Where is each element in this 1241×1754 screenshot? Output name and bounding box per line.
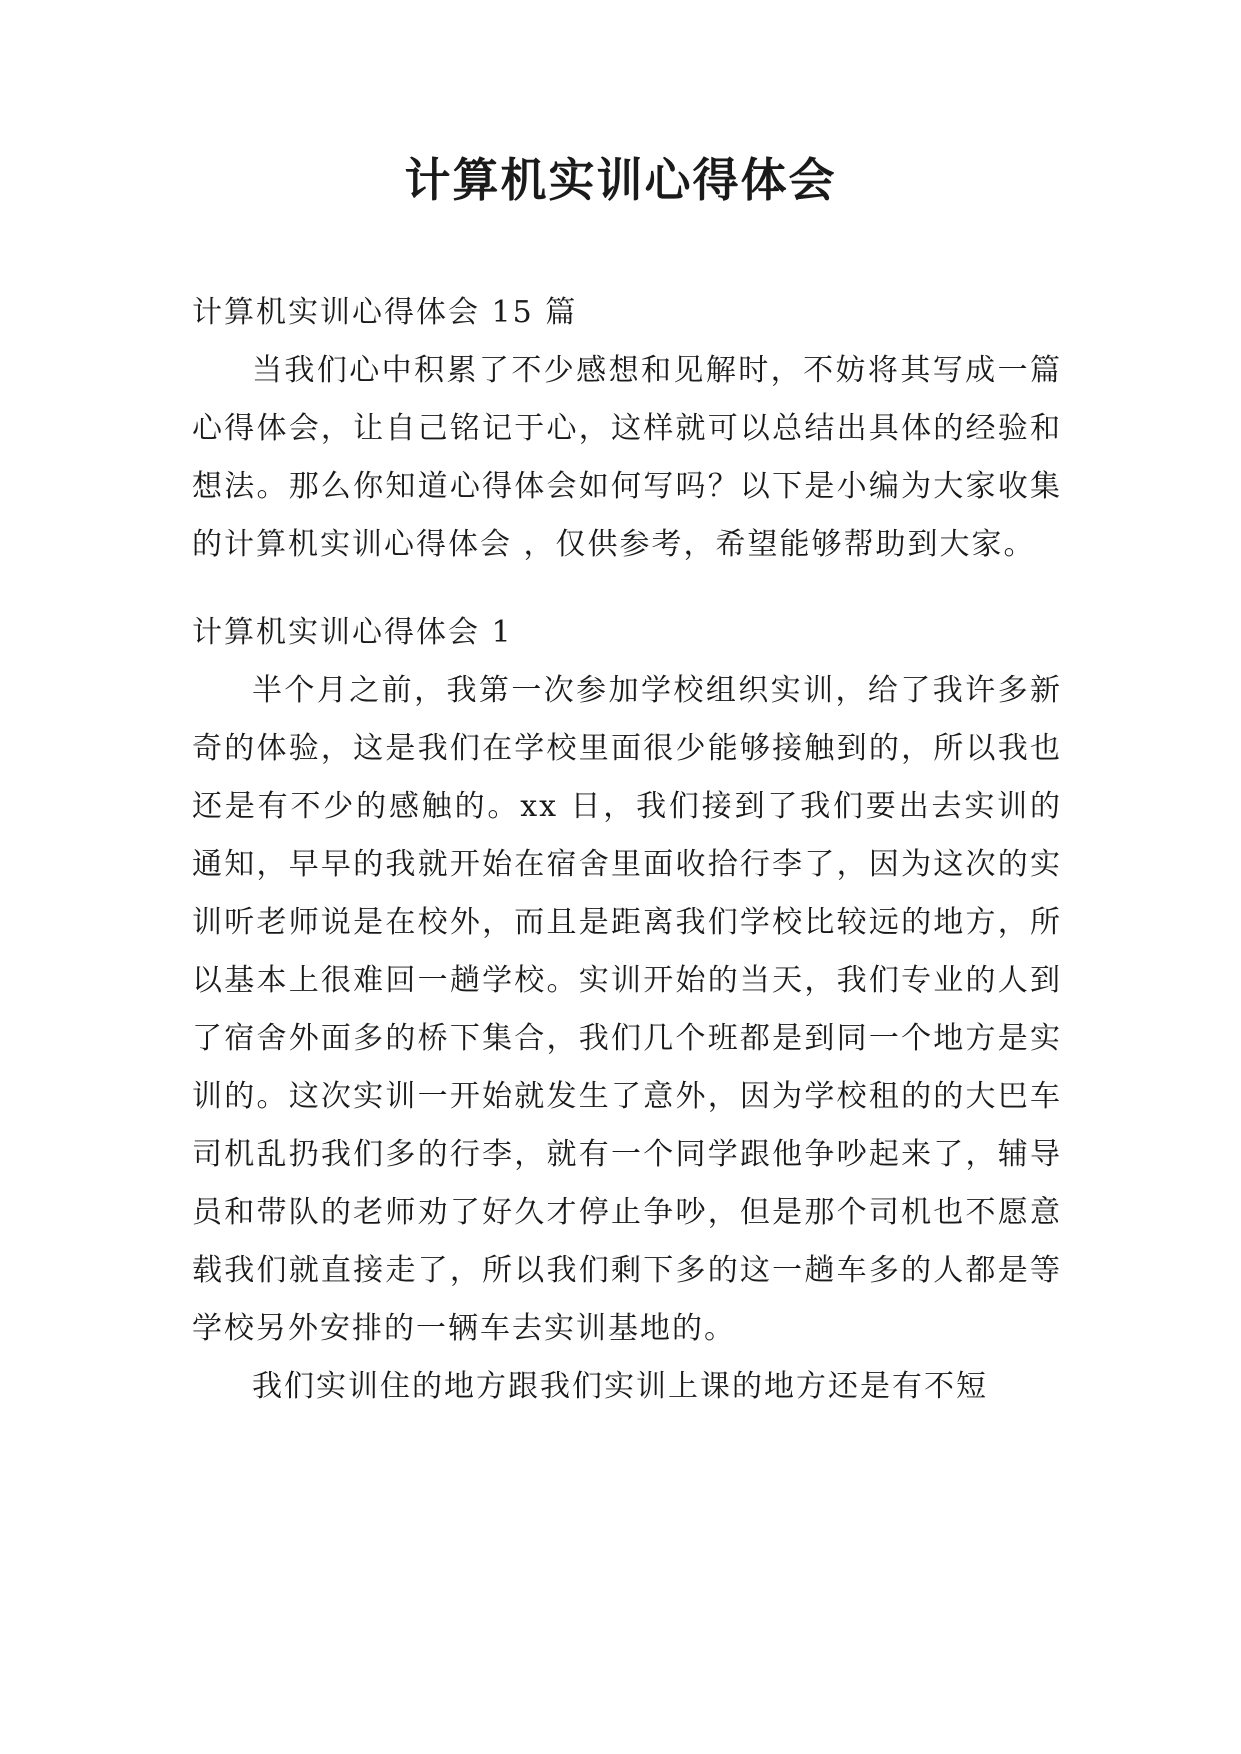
section-paragraph: 我们实训住的地方跟我们实训上课的地方还是有不短 [252,1369,988,1404]
intro-heading: 计算机实训心得体会 15 篇 [192,295,578,330]
section-heading: 计算机实训心得体会 1 [192,615,513,650]
section-paragraph: 半个月之前，我第一次参加学校组织实训，给了我许多新奇的体验，这是我们在学校里面很少能够接触到的，所以我也还是有不少的感触的。xx 日，我们接到了我们要出去实训的通知，早早的我就开始在宿舍里面收拾行李了，因为这次的实训听老师说是在校外，而且是距离我们学校比较远的地方，所以基本上很难回一趟学校。实训开始的当天，我们专业的人到了宿舍外面多的桥下集合，我们几个班都是到同一个地方是实训的。这次实训一开始就发生了意外，因为学校租的的大巴车司机乱扔我们多的行李，就有一个同学跟他争吵起来了，辅导员和带队的老师劝了好久才停止争吵，但是那个司机也不愿意载我们就直接走了，所以我们剩下多的这一趟车多的人都是等学校另外安排的一辆车去实训基地的。 [192,673,1062,1346]
document-body [192,284,1062,1416]
document-title: 计算机实训心得体会 [404,153,837,207]
intro-paragraph: 当我们心中积累了不少感想和见解时，不妨将其写成一篇心得体会，让自己铭记于心，这样就可以总结出具体的经验和想法。那么你知道心得体会如何写吗？以下是小编为大家收集的计算机实训心得体会 ，仅供参考，希望能够帮助到大家。 [192,353,1062,562]
